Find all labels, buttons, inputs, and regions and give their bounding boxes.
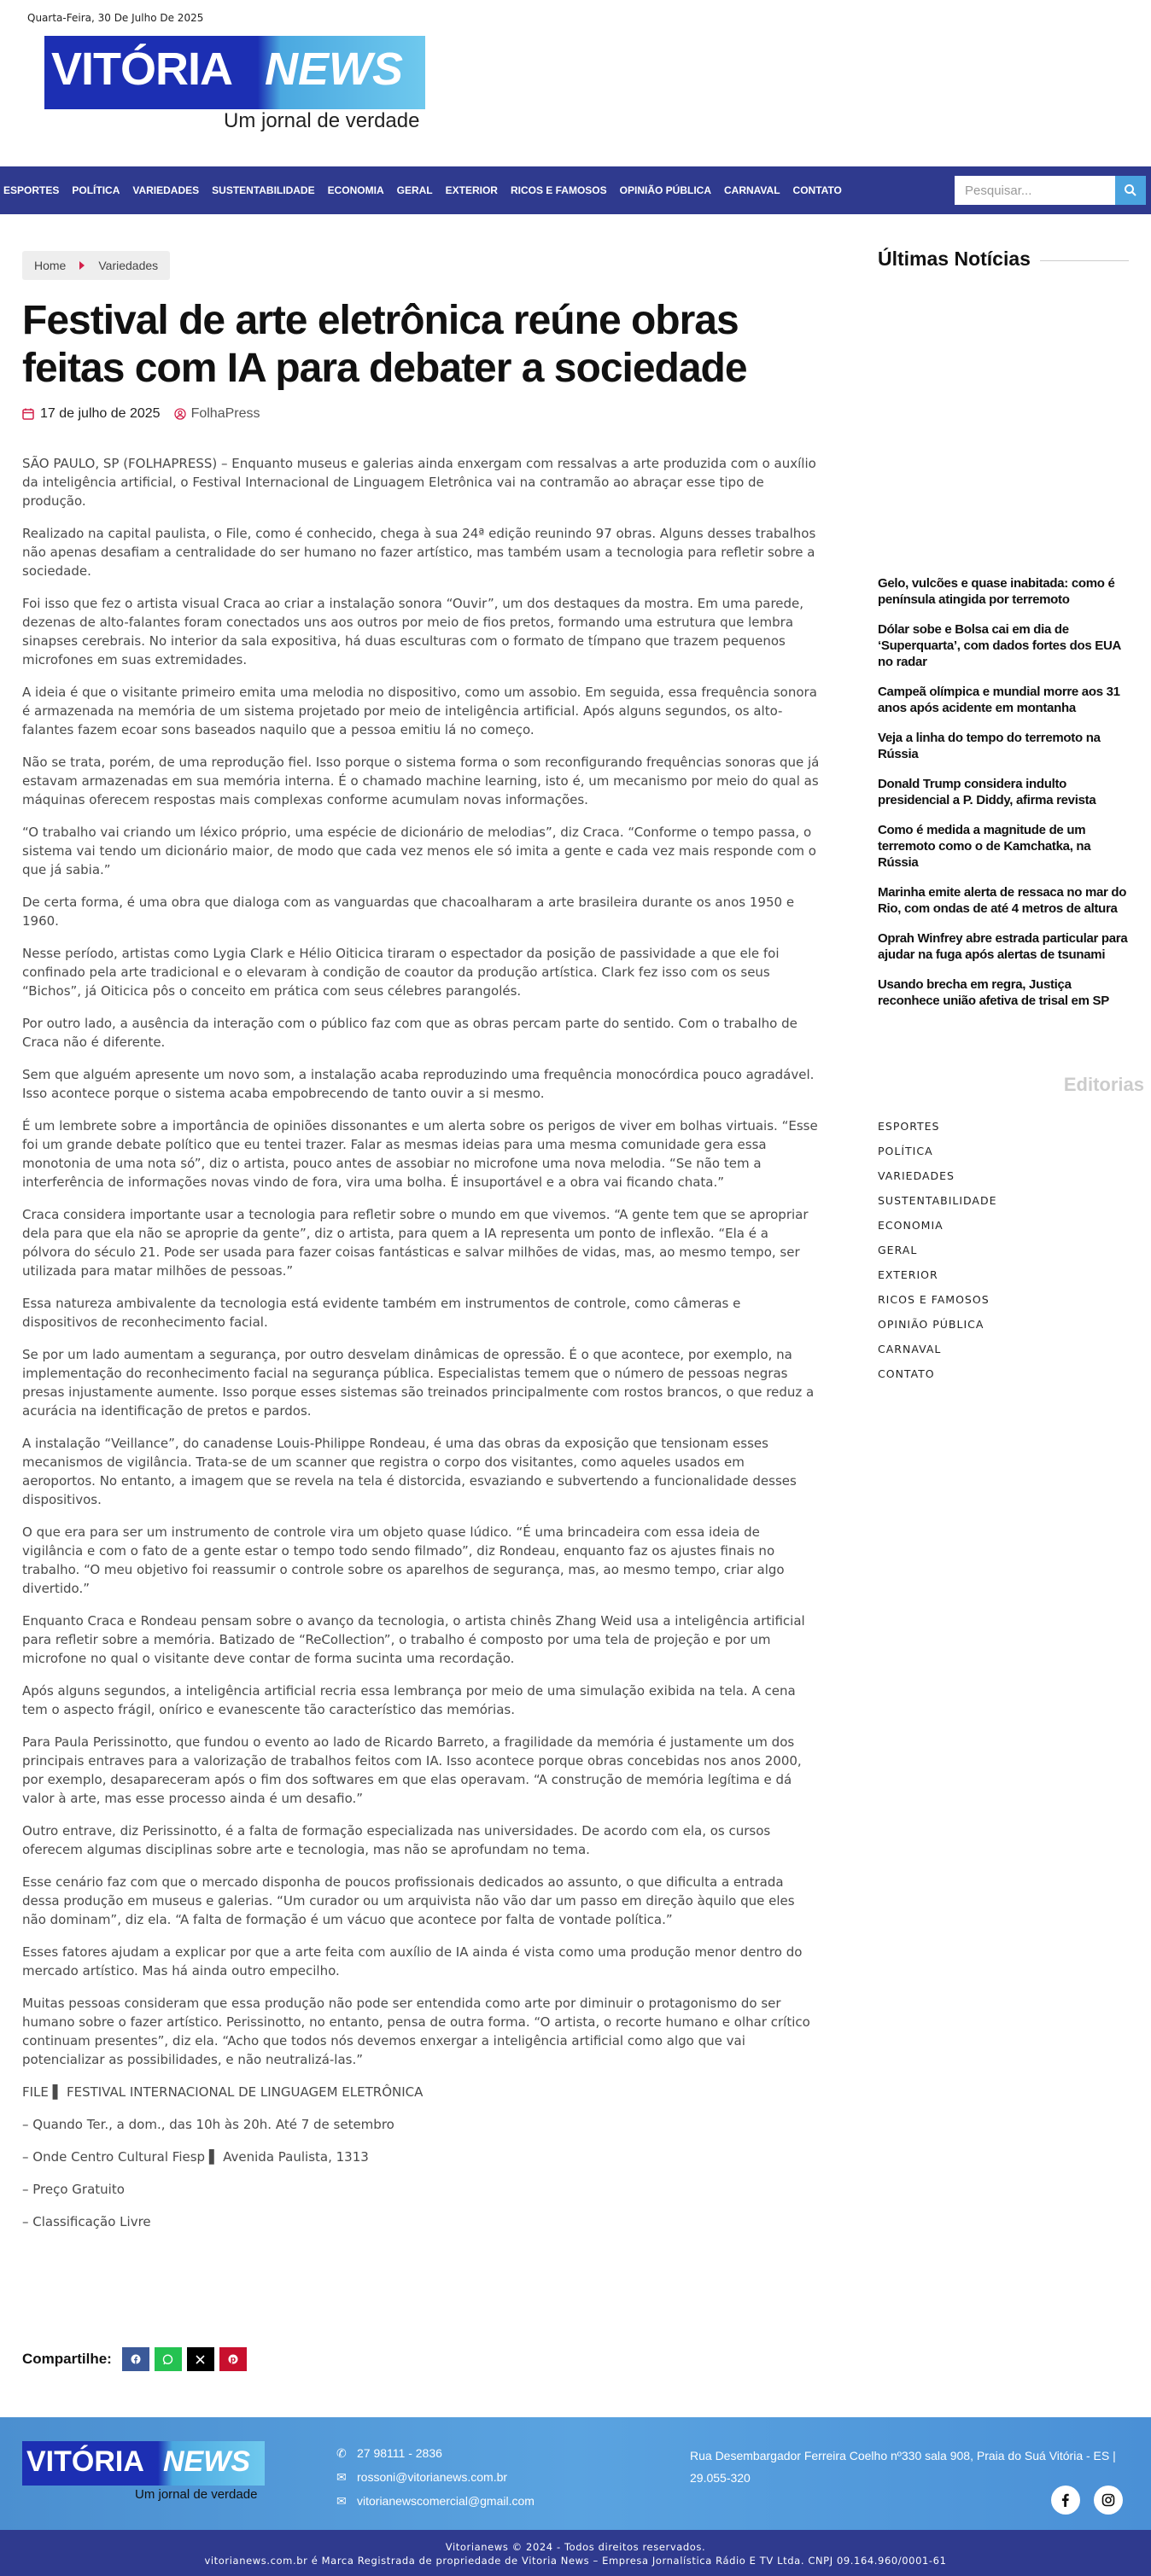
editoria-link[interactable]: GERAL	[878, 1244, 918, 1256]
latest-news-item[interactable]: Oprah Winfrey abre estrada particular para ajudar na fuga após alertas de tsunami	[878, 931, 1128, 962]
footer-logo-tagline: Um jornal de verdade	[135, 2487, 258, 2502]
share-pinterest-button[interactable]	[219, 2347, 247, 2371]
article-paragraph: – Classificação Livre	[22, 2214, 151, 2229]
mail-icon: ✉	[336, 2470, 347, 2484]
footer-address: Rua Desembargador Ferreira Coelho nº330 sala 908, Praia do Suá Vitória - ES | 29.055-320	[690, 2449, 1116, 2485]
footer-logo-news-text: NEWS	[163, 2445, 250, 2478]
editoria-link[interactable]: VARIEDADES	[878, 1169, 955, 1182]
article-paragraph: Craca considera importante usar a tecnologia para refletir sobre o mundo em que vivemos. “A gente tem que se apropriar dela para que ela não se aproprie da gente”, diz o artista, para quem a IA representa um ponto de inflexão. “Ela é a pólvora do século 21. Pode ser usada para fazer coisas fantásticas e salvar milhões de vidas, mas, ao mesmo tempo, ser utilizada para matar milhões de pessoas.”	[22, 1207, 809, 1279]
article-meta	[22, 406, 260, 422]
facebook-icon	[1059, 2493, 1072, 2507]
latest-news-item[interactable]: Gelo, vulcões e quase inabitada: como é península atingida por terremoto	[878, 576, 1115, 607]
article-paragraph: Se por um lado aumentam a segurança, por outro desvelam dinâmicas de opressão. É o que acontece, por exemplo, na implementação do reconhecimento facial na segurança pública. Especialistas temem que o número de pessoas negras presas injustamente aumente. Isso porque esses sistemas são treinados principalmente com rostos brancos, o que reduz a acurácia na identificação de pretos e pardos.	[22, 1347, 815, 1419]
mail-icon: ✉	[336, 2494, 347, 2508]
pinterest-icon	[228, 2354, 238, 2364]
whatsapp-icon: ✆	[336, 2446, 347, 2460]
article-paragraph: FILE ▌ FESTIVAL INTERNACIONAL DE LINGUAGEM ELETRÔNICA	[22, 2084, 424, 2100]
article-paragraph: – Quando Ter., a dom., das 10h às 20h. Até 7 de setembro	[22, 2117, 394, 2132]
article-paragraph: Esse cenário faz com que o mercado disponha de poucos profissionais dedicados ao assunto, o que dificulta a entrada dessa produção em museus e galerias. “Um curador ou um arquivista não vão dar um passo em direção àquilo que eles não dominam”, diz ela. “A falta de formação é um vácuo que acontece por falta de vontade política.”	[22, 1874, 795, 1927]
article-paragraph: – Preço Gratuito	[22, 2182, 125, 2197]
article-paragraph: Foi isso que fez o artista visual Craca ao criar a instalação sonora “Ouvir”, um dos destaques da mostra. Em uma parede, dezenas de alto-falantes foram conectados uns aos outros por meio de fios pretos, formando uma estrutura que lembra sinapses cerebrais. No interior da sala expositiva, há duas esculturas com o formato de tímpano que trazem pequenos microfones em suas extremidades.	[22, 596, 804, 667]
article-paragraph: “O trabalho vai criando um léxico próprio, uma espécie de dicionário de melodias”, diz Craca. “Conforme o tempo passa, o sistema vai tendo um dicionário maior, de modo que cada vez menos ele só imita a gente e cada vez mais responde com o que já sabia.”	[22, 825, 816, 877]
share-facebook-button[interactable]	[122, 2347, 149, 2371]
breadcrumb-arrow-icon	[79, 261, 85, 270]
editoria-link[interactable]: POLÍTICA	[878, 1145, 933, 1157]
editoria-link[interactable]: CONTATO	[878, 1367, 935, 1380]
footer-facebook-button[interactable]	[1051, 2486, 1080, 2515]
article-paragraph: O que era para ser um instrumento de controle vira um objeto quase lúdico. “É uma brincadeira com essa ideia de vigilância e com o fato de a gente estar o tempo todo sendo filmado”, diz Rondeau, enquanto faz os ajustes finais no trabalho. “O meu objetivo foi reassumir o controle sobre os aparelhos de segurança, mas, ao mesmo tempo, criar algo divertido.”	[22, 1524, 785, 1596]
heading-divider	[1040, 260, 1129, 261]
footer-logo[interactable]	[22, 2441, 266, 2506]
article-paragraph: Nesse período, artistas como Lygia Clark e Hélio Oiticica tiraram o espectador da posição de passividade a que ele foi confinado pela arte tradicional e o elevaram à condição de coautor da produção artística. Clark fez isso com os seus “Bichos”, já Oiticica pôs o conceito em prática com seus célebres parangolés.	[22, 946, 780, 999]
latest-news-heading: Últimas Notícias	[878, 248, 1031, 270]
whatsapp-icon	[162, 2354, 173, 2365]
svg-text:p: p	[230, 2356, 237, 2364]
share-x-button[interactable]	[187, 2347, 214, 2371]
calendar-icon	[22, 408, 34, 420]
article-paragraph: Outro entrave, diz Perissinotto, é a falta de formação especializada nas universidades. De acordo com ela, os cursos oferecem algumas disciplinas sobre arte e tecnologia, mas não se aprofundam no tema.	[22, 1823, 771, 1857]
footer-contact	[336, 2441, 535, 2513]
editoria-link[interactable]: CARNAVAL	[878, 1343, 942, 1355]
nav-item[interactable]: ECONOMIA	[327, 184, 384, 196]
breadcrumb-current[interactable]: Variedades	[98, 259, 159, 272]
current-date: Quarta-Feira, 30 De Julho De 2025	[27, 12, 204, 24]
article-paragraph: A instalação “Veillance”, do canadense Louis-Philippe Rondeau, é uma das obras da exposição que tensionam esses mecanismos de vigilância. Trata-se de um scanner que registra o corpo dos visitantes, como aqueles usados em aeroportos. No entanto, a imagem que se revela na tela é distorcida, esvaziando e subvertendo a funcionalidade desses dispositivos.	[22, 1436, 797, 1507]
legal-text: vitorianews.com.br é Marca Registrada de propriedade de Vitoria News – Empresa Jornalística Rádio E TV Ltda. CNPJ 09.164.960/0001-61	[204, 2555, 947, 2567]
editorias-list	[878, 1120, 997, 1392]
logo-news-text: NEWS	[265, 44, 403, 95]
article-paragraph: Não se trata, porém, de uma reprodução fiel. Isso porque o sistema forma o som reconfigurando frequências sonoras que já estavam armazenadas em sua memória interna. É o chamado machine learning, isto é, um mecanismo por meio do qual as máquinas oferecem respostas mais complexas conforme acumulam novas informações.	[22, 755, 820, 807]
article-paragraph: Esses fatores ajudam a explicar por que a arte feita com auxílio de IA ainda é vista como uma produção menor dentro do mercado artístico. Mas há ainda outro empecilho.	[22, 1944, 803, 1979]
facebook-icon	[131, 2354, 141, 2364]
article-date: 17 de julho de 2025	[40, 406, 161, 421]
editoria-link[interactable]: RICOS E FAMOSOS	[878, 1293, 990, 1306]
nav-item[interactable]: ESPORTES	[3, 184, 60, 196]
latest-news-item[interactable]: Veja a linha do tempo do terremoto na Rússia	[878, 731, 1101, 761]
article-paragraph: A ideia é que o visitante primeiro emita uma melodia no dispositivo, como um assobio. Em seguida, essa frequência sonora é armazenada na memória de um sistema projetado por meio de inteligência artificial. Após alguns segundos, os alto-falantes fazem ecoar sons baseados naquilo que a pessoa emitiu lá no começo.	[22, 685, 817, 737]
latest-news-item[interactable]: Marinha emite alerta de ressaca no mar do Rio, com ondas de até 4 metros de altura	[878, 885, 1127, 916]
footer-phone[interactable]: 27 98111 - 2836	[357, 2446, 442, 2460]
footer-email-1[interactable]: rossoni@vitorianews.com.br	[357, 2470, 508, 2484]
editoria-link[interactable]: ESPORTES	[878, 1120, 940, 1133]
author-icon	[174, 408, 186, 420]
x-icon	[196, 2355, 205, 2364]
editoria-link[interactable]: OPINIÃO PÚBLICA	[878, 1318, 984, 1331]
search-input[interactable]	[955, 176, 1115, 205]
footer-instagram-button[interactable]	[1094, 2486, 1123, 2515]
article-paragraph: SÃO PAULO, SP (FOLHAPRESS) – Enquanto museus e galerias ainda enxergam com ressalvas a arte produzida com o auxílio da inteligência artificial, o Festival Internacional de Linguagem Eletrônica vai na contramão ao abraçar esse tipo de produção.	[22, 456, 816, 509]
nav-item[interactable]: VARIEDADES	[132, 184, 200, 196]
article-title: Festival de arte eletrônica reúne obras feitas com IA para debater a sociedade	[22, 298, 747, 391]
article-paragraph: Realizado na capital paulista, o File, como é conhecido, chega à sua 24ª edição reunindo 97 obras. Alguns desses trabalhos não apenas desafiam a centralidade do ser humano no fazer artístico, mas também usam a tecnologia para refletir sobre a sociedade.	[22, 526, 816, 579]
article-paragraph: Enquanto Craca e Rondeau pensam sobre o avanço da tecnologia, o artista chinês Zhang Weid usa a inteligência artificial para refletir sobre a memória. Batizado de “ReCollection”, o trabalho é composto por uma tela de projeção e por um microfone no qual o visitante deve contar de forma sucinta uma recordação.	[22, 1613, 805, 1666]
latest-news-item[interactable]: Dólar sobe e Bolsa cai em dia de ‘Superquarta’, com dados fortes dos EUA no radar	[878, 622, 1121, 669]
article-paragraph: Por outro lado, a ausência da interação com o público faz com que as obras percam parte do sentido. Com o trabalho de Craca não é diferente.	[22, 1016, 798, 1050]
breadcrumb-home[interactable]: Home	[34, 259, 67, 272]
share-whatsapp-button[interactable]	[155, 2347, 182, 2371]
footer-logo-main-text: VITÓRIA	[26, 2445, 144, 2478]
editorias-heading: Editorias	[1063, 1074, 1144, 1095]
nav-item[interactable]: RICOS E FAMOSOS	[510, 184, 607, 196]
site-logo[interactable]	[44, 36, 427, 137]
nav-item[interactable]: SUSTENTABILIDADE	[212, 184, 315, 196]
footer-bottom-bar	[0, 2530, 1151, 2576]
editoria-link[interactable]: ECONOMIA	[878, 1219, 944, 1232]
article-paragraph: De certa forma, é uma obra que dialoga com as vanguardas que chacoalharam a arte brasileira durante os anos 1950 e 1960.	[22, 895, 795, 929]
article-paragraph: Para Paula Perissinotto, que fundou o evento ao lado de Ricardo Barreto, a fragilidade da memória é justamente um dos principais entraves para a valorização de trabalhos feitos com IA. Isso acontece porque obras concebidas nos anos 2000, por exemplo, desapareceram após o fim dos softwares em que elas operavam. “A construção de memória legítima e dá valor à arte, mas esse processo ainda é um desafio.”	[22, 1734, 802, 1806]
article-paragraph: Após alguns segundos, a inteligência artificial recria essa lembrança por meio de uma simulação exibida na tela. A cena tem o aspecto frágil, onírico e evanescente tão característico das memórias.	[22, 1683, 796, 1717]
nav-item[interactable]: OPINIÃO PÚBLICA	[619, 184, 711, 196]
share-bar	[22, 2347, 252, 2371]
search-icon	[1124, 184, 1137, 197]
search-box	[955, 176, 1146, 205]
article-paragraph: Essa natureza ambivalente da tecnologia está evidente também em instrumentos de controle, como câmeras e dispositivos de reconhecimento facial.	[22, 1296, 741, 1330]
search-button[interactable]	[1115, 176, 1146, 205]
nav-item[interactable]: EXTERIOR	[445, 184, 498, 196]
latest-news-list	[878, 575, 1131, 1023]
latest-news-item[interactable]: Donald Trump considera indulto presidencial a P. Diddy, afirma revista	[878, 777, 1096, 807]
nav-item[interactable]: GERAL	[396, 184, 433, 196]
editoria-link[interactable]: SUSTENTABILIDADE	[878, 1194, 997, 1207]
latest-news-item[interactable]: Campeã olímpica e mundial morre aos 31 anos após acidente em montanha	[878, 685, 1120, 715]
nav-item[interactable]: POLÍTICA	[72, 184, 120, 196]
latest-news-item[interactable]: Usando brecha em regra, Justiça reconhece união afetiva de trisal em SP	[878, 977, 1109, 1008]
article-author[interactable]: FolhaPress	[190, 406, 260, 421]
nav-item[interactable]: CARNAVAL	[723, 184, 780, 196]
logo-main-text: VITÓRIA	[51, 44, 233, 95]
breadcrumb	[22, 251, 170, 280]
instagram-icon	[1101, 2493, 1115, 2507]
logo-tagline: Um jornal de verdade	[224, 109, 420, 132]
nav-item[interactable]: CONTATO	[792, 184, 842, 196]
copyright-text: Vitorianews © 2024 - Todos direitos reservados.	[445, 2541, 706, 2553]
latest-news-item[interactable]: Como é medida a magnitude de um terremoto como o de Kamchatka, na Rússia	[878, 823, 1091, 870]
footer-email-2[interactable]: vitorianewscomercial@gmail.com	[357, 2494, 535, 2508]
share-label: Compartilhe:	[22, 2351, 112, 2367]
article-paragraph: – Onde Centro Cultural Fiesp ▌ Avenida Paulista, 1313	[22, 2149, 369, 2165]
article-body	[22, 454, 820, 2245]
article-paragraph: É um lembrete sobre a importância de opiniões dissonantes e um alerta sobre os perigos de viver em bolhas virtuais. “Esse foi um grande debate político que eu tentei trazer. Falar as mesmas ideias para uma mesma comunidade gera essa monotonia de uma nota só”, diz o artista, pouco antes de assobiar no microfone uma nova melodia. “Se não tem a interferência de informações novas vindo de fora, vira uma bolha. É insuportável e a obra vai ficando chata.”	[22, 1118, 818, 1190]
article-paragraph: Sem que alguém apresente um novo som, a instalação acaba reproduzindo uma frequência monocórdica pouco agradável. Isso acontece porque o sistema acaba empobrecendo de tanto ouvir a si mesmo.	[22, 1067, 815, 1101]
article-paragraph: Muitas pessoas consideram que essa produção não pode ser entendida como arte por diminuir o protagonismo do ser humano sobre o fazer artístico. Perissinotto, no entanto, pensa de outra forma. “O artista, o recorte humano e olhar crítico continuam presentes”, diz ela. “Acho que todos nós devemos enxergar a inteligência artificial como algo que vai potencializar as possibilidades, e não neutralizá-las.”	[22, 1996, 810, 2067]
editoria-link[interactable]: EXTERIOR	[878, 1268, 938, 1281]
